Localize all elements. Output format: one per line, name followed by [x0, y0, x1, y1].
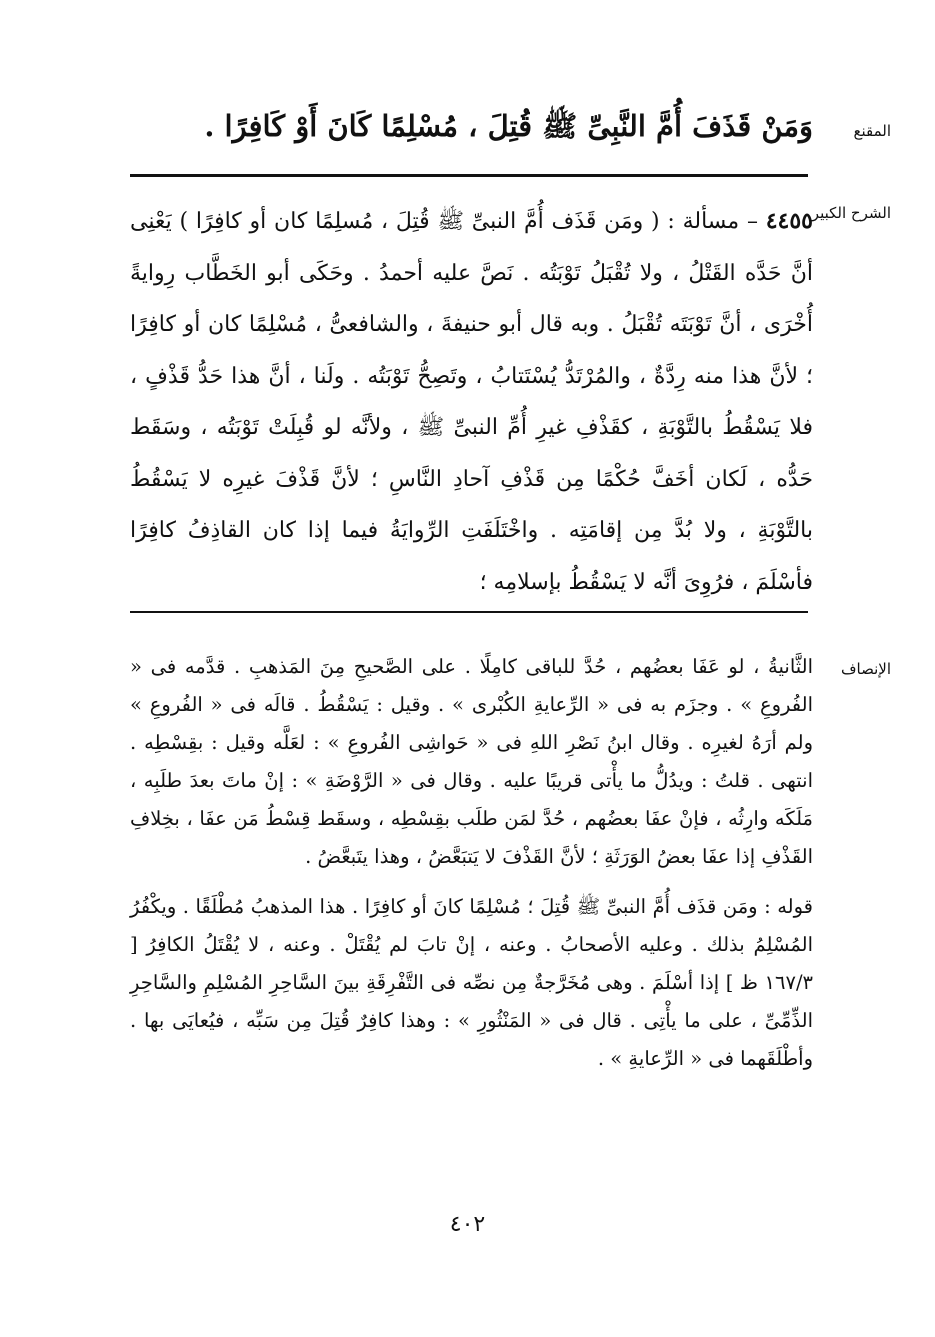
muqni-text: وَمَنْ قَذَفَ أُمَّ النَّبِىِّ ﷺ قُتِلَ ، مُسْلِمًا كَانَ أَوْ كَافِرًا . — [204, 109, 813, 143]
insaf-label: الإنصاف — [840, 660, 891, 678]
issue-number: ٤٤٥٥ — [765, 208, 813, 234]
insaf-paragraph: الثَّانيةُ ، لو عَفَا بعضُهم ، حُدَّ للباقى كامِلًا . على الصَّحيحِ مِنَ المَذهبِ . قدَّمه فى « الفُروعِ » . وجزَم به فى « الرِّعايةِ الكُبْرى » . وقيل : يَسْقُطُ . قالَه فى « الفُروعِ » ولم أرَهُ لغيرِه . وقال ابنُ نَصْرِ اللهِ فى « حَواشِى الفُروعِ » : لعَلَّه وقيل : بقِسْطِه . انتهى . قلتُ : ويدُلُّ ما يأْتى قريبًا عليه . وقال فى « الرَّوْضَةِ » : إنْ ماتَ بعدَ طلَبِه ، مَلَكَه وارِثُه ، فإنْ عفَا بعضُهم ، حُدَّ لمَن طلَب بقِسْطِه ، وسقَط قِسْطُ مَن عفَا ، بخِلافِ القَذْفِ إذا عفَا بعضُ الوَرَثَةِ ؛ لأنَّ القَذْفَ لا يَتبَعَّضُ ، وهذا يتَبعَّضُ . — [130, 655, 813, 868]
thick-divider — [130, 174, 808, 177]
muqni-label: المقنع — [853, 122, 891, 140]
page-number: ٤٠٢ — [449, 1212, 486, 1237]
section-divider — [130, 611, 808, 613]
insaf-paragraph: قوله : ومَن قذَف أُمَّ النبىِّ ﷺ قُتِلَ ؛ مُسْلِمًا كانَ أو كافِرًا . هذا المذهبُ مُطْلَقًا . ويكْفُرُ المُسْلِمُ بذلك . وعليه الأصحابُ . وعنه ، إنْ تابَ لم يُقْتَلْ . وعنه ، لا يُقْتَلُ الكافِرُ [ ١٦٧/٣ ظ ] إذا أسْلَمَ . وهى مُخَرَّجةٌ مِن نصِّه فى التَّفْرِقَةِ بينَ السَّاحِرِ المُسْلِمِ والسَّاحِرِ الذِّمِّىِّ ، على ما يأْتِى . قال فى « المَنْثُورِ » : وهذا كافِرٌ قُتِلَ مِن سَبِّه ، فيُعايَى بها . وأطْلَقَهما فى « الرِّعايةِ » . — [130, 895, 813, 1070]
sharh-label: الشرح الكبير — [811, 204, 891, 222]
sharh-text-block — [130, 196, 813, 608]
insaf-text-block — [130, 648, 813, 1078]
sharh-text: – مسألة : ( ومَن قَذَف أُمَّ النبىِّ ﷺ قُتِلَ ، مُسلِمًا كان أو كافِرًا ) يَعْنِى أنَّ حَدَّه القَتْلُ ، ولا تُقْبَلُ تَوْبَتُه . نَصَّ عليه أحمدُ . وحَكَى أبو الخَطَّاب رِوايةً أُخْرَى ، أنَّ تَوْبَتَه تُقْبَلُ . وبه قال أبو حنيفةَ ، والشافعىُّ ، مُسْلِمًا كان أو كافِرًا ؛ لأنَّ هذا منه رِدَّةٌ ، والمُرْتَدُّ يُسْتَتابُ ، وتَصِحُّ تَوْبَتُه . ولَنا ، أنَّ هذا حَدُّ قَذْفٍ ، فلا يَسْقُطُ بالتَّوْبَةِ ، كقَذْفِ غيرِ أُمِّ النبىِّ ﷺ ، ولأنَّه لو قُبِلَتْ تَوْبَتُه ، وسَقَط حَدُّه ، لَكان أخَفَّ حُكْمًا مِن قَذْفِ آحادِ النَّاسِ ؛ لأنَّ قَذْفَ غيرِه لا يَسْقُطُ بالتَّوْبَةِ ، ولا بُدَّ مِن إقامَتِه . واخْتَلَفَتِ الرِّوايَةُ فيما إذا كان القاذِفُ كافِرًا فأسْلَمَ ، فرُوِىَ أنَّه لا يَسْقُطُ بإسلامِه ؛ — [130, 209, 813, 595]
